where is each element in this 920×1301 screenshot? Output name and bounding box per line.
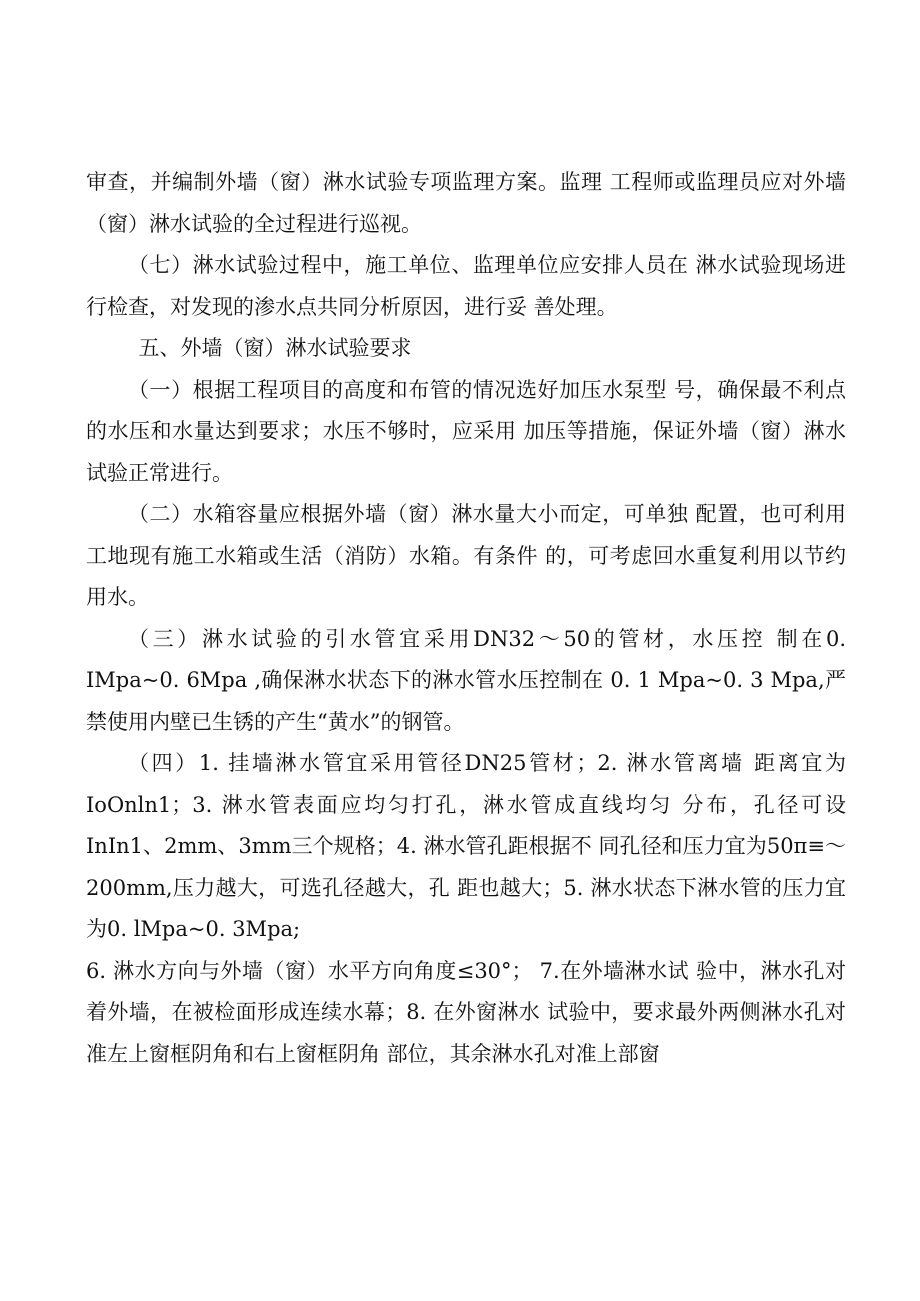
- paragraph-item-three: （三）淋水试验的引水管宜采用DN32～50的管材，水压控 制在0. IMpa~0. 6Mpa ,确保淋水状态下的淋水管水压控制在 0. 1 Mpa~0. 3 Mpa,严禁使用内壁已生锈的产生“黄水”的钢管。: [86, 626, 846, 734]
- paragraph-item-one: （一）根据工程项目的高度和布管的情况选好加压水泵型 号，确保最不利点的水压和水量达到要求；水压不够时，应采用 加压等措施，保证外墙（窗）淋水试验正常进行。: [86, 377, 846, 485]
- paragraph-item-seven: （七）淋水试验过程中，施工单位、监理单位应安排人员在 淋水试验现场进行检查，对发现的渗水点共同分析原因，进行妥 善处理。: [86, 253, 846, 319]
- section-heading-five: 五、外墙（窗）淋水试验要求: [138, 336, 412, 360]
- paragraph-item-two: （二）水箱容量应根据外墙（窗）淋水量大小而定，可单独 配置，也可利用工地现有施工水箱或生活（消防）水箱。有条件 的，可考虑回水重复利用以节约用水。: [86, 502, 846, 609]
- paragraph-item-four: （四）1. 挂墙淋水管宜采用管径DN25管材；2. 淋水管离墙 距离宜为IoOnln1；3. 淋水管表面应均匀打孔，淋水管成直线均匀 分布，孔径可设InIn1、2mm、3mm三个规格；4. 淋水管孔距根据不 同孔径和压力宜为50π≡～200mm,压力越大，可选孔径越大，孔 距也越大；5. 淋水状态下淋水管的压力宜为0. lMpa~0. 3Mpa;: [86, 751, 846, 941]
- paragraph-item-four-continued: 6. 淋水方向与外墙（窗）水平方向角度≤30°； 7.在外墙淋水试 验中，淋水孔对着外墙，在被检面形成连续水幕；8. 在外窗淋水 试验中，要求最外两侧淋水孔对准左上窗框阴角和右上窗框阴角 部位，其余淋水孔对准上部窗: [86, 958, 846, 1066]
- document-body: [86, 162, 846, 1075]
- paragraph-review-and-inspection: 审查，并编制外墙（窗）淋水试验专项监理方案。监理 工程师或监理员应对外墙（窗）淋水试验的全过程进行巡视。: [86, 170, 846, 236]
